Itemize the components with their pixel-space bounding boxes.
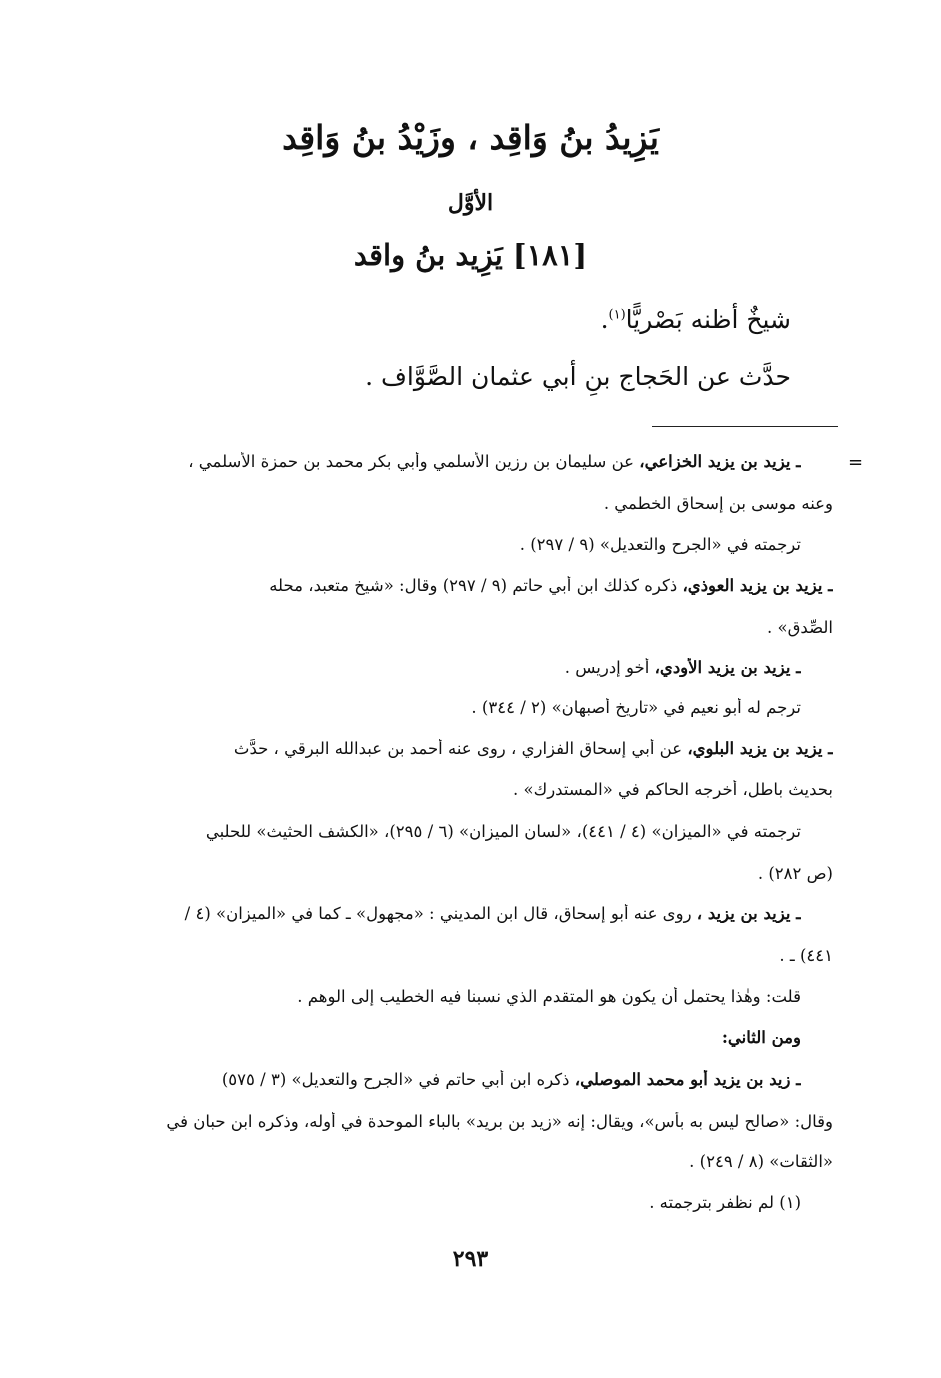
footnote-name: ـ يزيد بن يزيد الأودي، [654,658,801,677]
footnote-name: ـ زيد بن يزيد أبو محمد الموصلي، [574,1070,801,1089]
footnote-line [100,904,801,923]
footnote-line [100,698,801,717]
body-line-1-text: شيخٌ أظنه بَصْريًّا [625,305,791,334]
footnote-line [100,535,801,554]
footnote-text: روى عنه أبو إسحاق، قال ابن المديني : «مجهول» ـ كما في «الميزان» (٤ / [184,904,697,923]
footnote-line [100,658,801,677]
footnote-text: عن أبي إسحاق الفزاري ، روى عنه أحمد بن عبدالله البرقي ، حدَّث [233,739,688,758]
page-title: يَزِيدُ بنُ وَاقِد ، وزَيْدُ بنُ وَاقِد [282,118,659,157]
footnote-name: ـ يزيد بن يزيد ، [696,904,801,923]
footnote-text: ذكره كذلك ابن أبي حاتم (٩ / ٢٩٧) وقال: «شيخ متعبد، محله [269,576,683,595]
footnote-name: ومن الثاني: [721,1028,801,1047]
entry-heading: [١٨١] يَزِيد بنُ واقد [353,238,588,272]
body-line-1-end: . [600,305,609,334]
footnote-line [100,618,833,637]
footnote-text: أخو إدريس . [564,658,655,677]
footnote-text: الصِّدق» . [767,618,833,637]
footnote-divider [652,426,838,427]
footnote-line [100,452,801,471]
footnote-line [100,1028,801,1047]
continuation-mark: = [848,452,864,473]
footnote-line [100,1193,801,1212]
footnote-line [100,864,833,883]
footnote-line [100,739,833,758]
footnote-name: ـ يزيد بن يزيد البلوي، [687,739,833,758]
footnote-line [100,1152,833,1171]
footnote-line [100,822,801,841]
footnote-text: عن سليمان بن رزين الأسلمي وأبي بكر محمد بن حمزة الأسلمي ، [188,452,640,471]
footnote-line [100,576,833,595]
footnote-line [100,780,833,799]
footnote-name: ـ يزيد بن يزيد الخزاعي، [639,452,801,471]
footnote-text: بحديث باطل، أخرجه الحاكم في «المستدرك» . [513,780,833,799]
footnote-text: (ص ٢٨٢) . [757,864,833,883]
footnote-text: ذكره ابن أبي حاتم في «الجرح والتعديل» (٣ / ٥٧٥) [221,1070,575,1089]
footnote-ref: (١) [608,307,626,323]
footnote-line [100,987,801,1006]
footnote-text: ترجمته في «الجرح والتعديل» (٩ / ٢٩٧) . [519,535,801,554]
footnote-line [100,494,833,513]
footnote-text: (١) لم نظفر بترجمته . [649,1193,801,1212]
footnote-text: قلت: وهٰذا يحتمل أن يكون هو المتقدم الذي نسبنا فيه الخطيب إلى الوهم . [297,987,801,1006]
section-subtitle: الأوَّل [447,190,494,216]
footnote-text: وعنه موسى بن إسحاق الخطمي . [603,494,833,513]
body-line-2: حدَّث عن الحَجاج بنِ أبي عثمان الصَّوَّاف . [365,362,791,391]
footnote-name: ـ يزيد بن يزيد العوذي، [682,576,833,595]
footnote-line [100,1112,833,1131]
footnote-text: ترجمته في «الميزان» (٤ / ٤٤١)، «لسان الميزان» (٦ / ٢٩٥)، «الكشف الحثيث» للحلبي [205,822,801,841]
footnote-line [100,1070,801,1089]
body-line-1 [91,305,791,334]
footnote-text: وقال: «صالح ليس به بأس»، ويقال: إنه «زيد بن بريد» بالباء الموحدة في أوله، وذكره ابن حبان في [166,1112,833,1131]
footnote-line [100,946,833,965]
footnote-text: ٤٤١) ـ . [779,946,833,965]
footnote-text: «الثقات» (٨ / ٢٤٩) . [689,1152,833,1171]
page-number: ٢٩٣ [452,1246,489,1272]
footnote-text: ترجم له أبو نعيم في «تاريخ أصبهان» (٢ / ٣٤٤) . [471,698,801,717]
